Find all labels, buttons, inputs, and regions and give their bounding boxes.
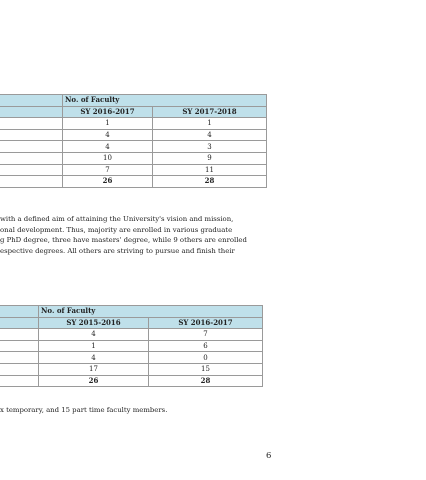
table-cell: 6 — [149, 340, 263, 352]
paragraph-line: g PhD degree, three have masters' degree, while 9 others are enrolled — [0, 236, 247, 245]
table-row — [0, 340, 263, 352]
table-cell: 4 — [39, 352, 149, 364]
page-number: 6 — [266, 451, 272, 461]
table-header-row — [0, 317, 263, 329]
table-row — [0, 352, 263, 364]
group-header: No. of Faculty — [39, 306, 263, 318]
total-cell: 26 — [63, 176, 153, 188]
table-cell: 4 — [63, 141, 153, 153]
faculty-table-1 — [0, 94, 267, 188]
table-cell: 0 — [149, 352, 263, 364]
column-header: SY 2016-2017 — [63, 106, 153, 118]
total-row — [0, 375, 263, 387]
table-cell: 1 — [39, 340, 149, 352]
table-cell: 4 — [39, 329, 149, 341]
paragraph-line: with a defined aim of attaining the University's vision and mission, — [0, 215, 234, 223]
table-cell — [0, 106, 63, 118]
table-header-row — [0, 95, 267, 107]
body-paragraph — [0, 214, 254, 256]
column-header: SY 2017-2018 — [153, 106, 267, 118]
faculty-note: x temporary, and 15 part time faculty members. — [0, 406, 168, 414]
table-cell: 4 — [153, 129, 267, 141]
table-row — [0, 129, 267, 141]
table-cell — [0, 95, 63, 107]
column-header: SY 2015-2016 — [39, 317, 149, 329]
table-cell: 7 — [149, 329, 263, 341]
paragraph-line: onal development. Thus, majority are enrolled in various graduate — [0, 225, 233, 234]
table-cell: 17 — [39, 363, 149, 375]
table-header-row — [0, 306, 263, 318]
table-row — [0, 118, 267, 130]
table-cell: 1 — [153, 118, 267, 130]
table-cell: 7 — [63, 164, 153, 176]
table-row — [0, 363, 263, 375]
column-header: SY 2016-2017 — [149, 317, 263, 329]
table-header-row — [0, 106, 267, 118]
table-cell: 15 — [149, 363, 263, 375]
table-cell: 3 — [153, 141, 267, 153]
table-row — [0, 152, 267, 164]
total-cell: 26 — [39, 375, 149, 387]
table-row — [0, 329, 263, 341]
paragraph-line: espective degrees. All others are striving to pursue and finish their — [0, 246, 235, 255]
table-cell — [0, 306, 39, 318]
group-header: No. of Faculty — [63, 95, 267, 107]
table-cell: 10 — [63, 152, 153, 164]
table-cell — [0, 317, 39, 329]
table-cell: 11 — [153, 164, 267, 176]
faculty-table-2 — [0, 305, 263, 387]
total-cell: 28 — [149, 375, 263, 387]
table-cell: 4 — [63, 129, 153, 141]
table-cell: 1 — [63, 118, 153, 130]
table-cell: 9 — [153, 152, 267, 164]
table-row — [0, 164, 267, 176]
table-row — [0, 141, 267, 153]
total-cell: 28 — [153, 176, 267, 188]
total-row — [0, 176, 267, 188]
